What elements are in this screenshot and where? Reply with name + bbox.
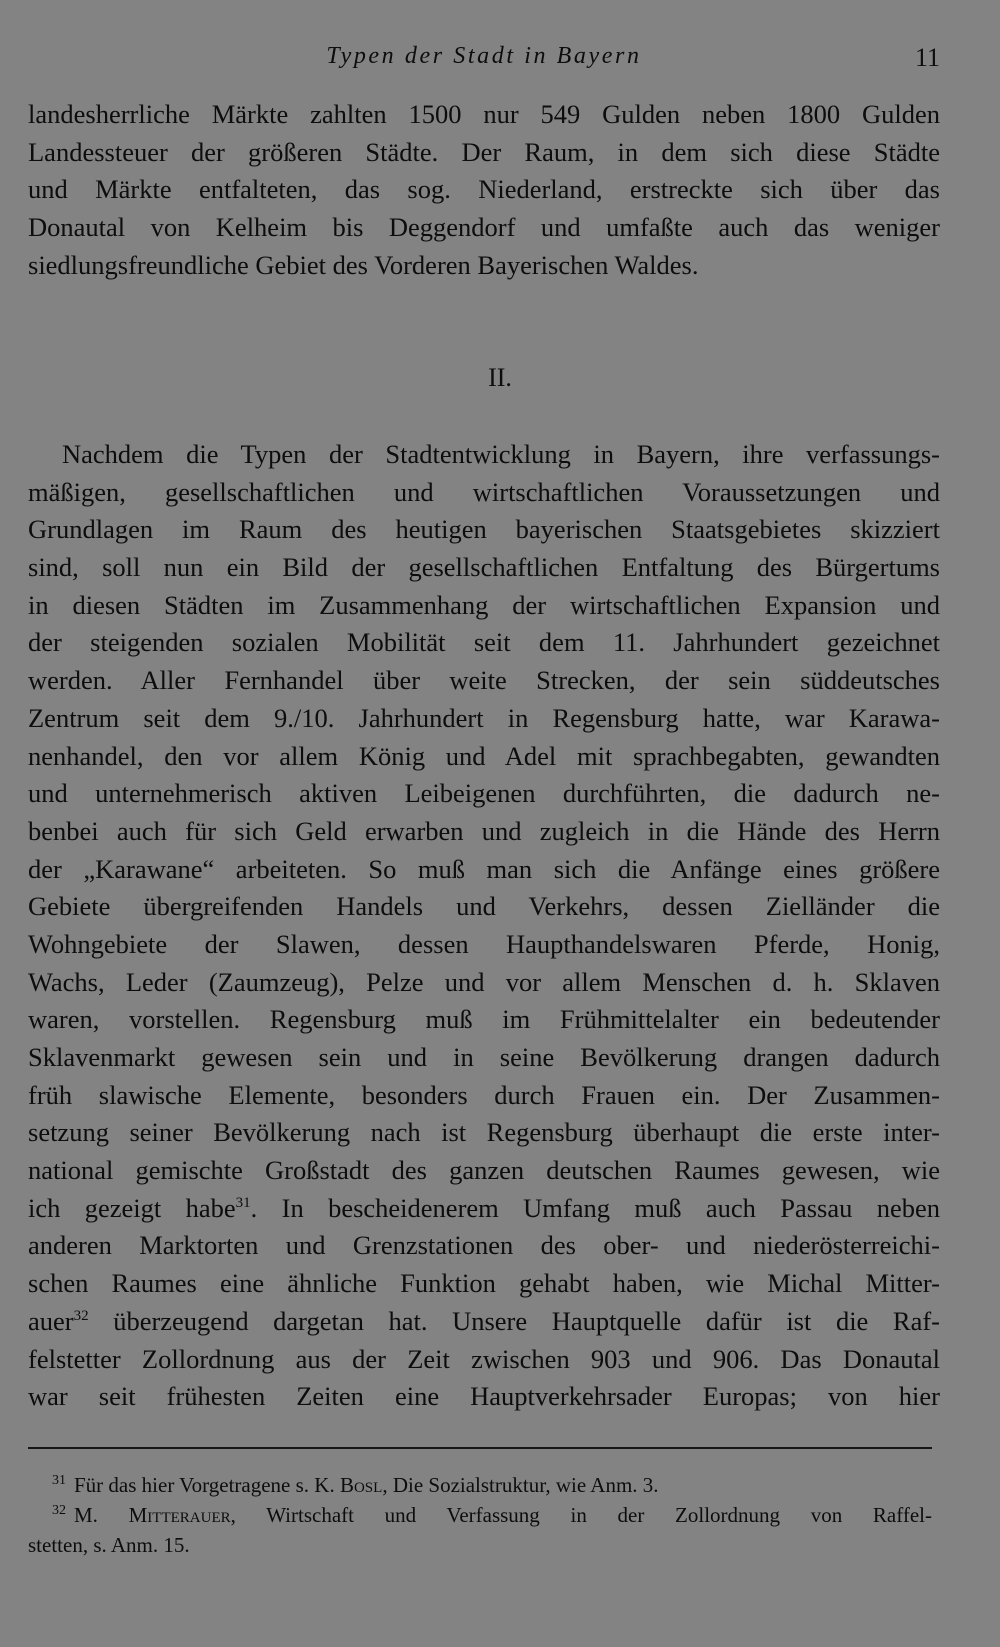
text-line: der „Karawane“ arbeiteten. So muß man sich die Anfänge eines größere bbox=[28, 853, 940, 884]
footnote-32 bbox=[28, 1500, 932, 1530]
footnote-31 bbox=[28, 1470, 932, 1500]
footnote-text: Für das hier Vorgetragene s. K. bbox=[74, 1473, 340, 1497]
text-line: waren, vorstellen. Regensburg muß im Frühmittelalter ein bedeutender bbox=[28, 1004, 940, 1035]
text-line: und unternehmerisch aktiven Leibeigenen durchführten, die dadurch ne- bbox=[28, 778, 940, 809]
text-line: Donautal von Kelheim bis Deggendorf und umfaßte auch das weniger bbox=[28, 212, 940, 243]
text-line-with-footnote-ref bbox=[28, 1303, 940, 1341]
text-line: setzung seiner Bevölkerung nach ist Regensburg überhaupt die erste inter- bbox=[28, 1117, 940, 1148]
text-line: nenhandel, den vor allem König und Adel mit sprachbegabten, gewandten bbox=[28, 740, 940, 771]
text-line: der steigenden sozialen Mobilität seit dem 11. Jahrhundert gezeichnet bbox=[28, 627, 940, 658]
text-line: felstetter Zollordnung aus der Zeit zwischen 903 und 906. Das Donautal bbox=[28, 1343, 940, 1374]
text-fragment: ich gezeigt habe bbox=[28, 1192, 236, 1223]
text-line: in diesen Städten im Zusammenhang der wirtschaftlichen Expansion und bbox=[28, 589, 940, 620]
text-line: landesherrliche Märkte zahlten 1500 nur 549 Gulden neben 1800 Gulden bbox=[28, 99, 940, 129]
footnote-author: Mitterauer bbox=[128, 1503, 231, 1527]
text-line: Nachdem die Typen der Stadtentwicklung in Bayern, ihre verfassungs- bbox=[62, 439, 940, 469]
paragraph-2 bbox=[28, 436, 940, 1416]
text-line: sind, soll nun ein Bild der gesellschaftlichen Entfaltung des Bürgertums bbox=[28, 552, 940, 583]
text-line: Wohngebiete der Slawen, dessen Haupthandelswaren Pferde, Honig, bbox=[28, 928, 940, 959]
text-line: schen Raumes eine ähnliche Funktion gehabt haben, wie Michal Mitter- bbox=[28, 1268, 940, 1299]
text-line: früh slawische Elemente, besonders durch Frauen ein. Der Zusammen- bbox=[28, 1079, 940, 1110]
text-line: Wachs, Leder (Zaumzeug), Pelze und vor allem Menschen d. h. Sklaven bbox=[28, 966, 940, 997]
text-line: werden. Aller Fernhandel über weite Strecken, der sein süddeutsches bbox=[28, 665, 940, 696]
text-line: siedlungsfreundliche Gebiet des Vorderen Bayerischen Waldes. bbox=[28, 249, 699, 280]
running-title: Typen der Stadt in Bayern bbox=[326, 43, 642, 69]
text-fragment: auer bbox=[28, 1305, 74, 1336]
text-line: benbei auch für sich Geld erwarben und zugleich in die Hände des Herrn bbox=[28, 815, 940, 846]
paragraph-1 bbox=[28, 96, 940, 284]
footnote-text: M. bbox=[74, 1503, 129, 1527]
footnote-text: , Wirtschaft und Verfassung in der Zollordnung von Raffel- bbox=[230, 1503, 932, 1527]
running-head bbox=[28, 38, 940, 74]
text-line-with-footnote-ref bbox=[28, 1190, 940, 1228]
footnotes bbox=[28, 1470, 932, 1560]
text-line: war seit frühesten Zeiten eine Hauptverkehrsader Europas; von hier bbox=[28, 1381, 940, 1412]
text-line: mäßigen, gesellschaftlichen und wirtschaftlichen Voraussetzungen und bbox=[28, 476, 940, 507]
text-line: Landessteuer der größeren Städte. Der Raum, in dem sich diese Städte bbox=[28, 136, 940, 167]
text-fragment: . In bescheidenerem Umfang muß auch Passau neben bbox=[250, 1192, 940, 1223]
text-line: national gemischte Großstadt des ganzen deutschen Raumes gewesen, wie bbox=[28, 1155, 940, 1186]
footnote-reference: 32 bbox=[73, 1307, 89, 1324]
footnote-32-continuation: stetten, s. Anm. 15. bbox=[28, 1533, 190, 1557]
text-line: Zentrum seit dem 9./10. Jahrhundert in Regensburg hatte, war Karawa- bbox=[28, 702, 940, 733]
text-line: Sklavenmarkt gewesen sein und in seine Bevölkerung drangen dadurch bbox=[28, 1042, 940, 1072]
footnote-reference: 31 bbox=[235, 1194, 251, 1211]
footnote-divider bbox=[28, 1447, 932, 1449]
footnote-text: , Die Sozialstruktur, wie Anm. 3. bbox=[382, 1473, 659, 1497]
footnote-marker: 32 bbox=[52, 1503, 66, 1518]
footnote-author: Bosl bbox=[339, 1473, 383, 1497]
text-line: Gebiete übergreifenden Handels und Verkehrs, dessen Zielländer die bbox=[28, 891, 940, 922]
page-number: 11 bbox=[914, 43, 940, 72]
text-line: Grundlagen im Raum des heutigen bayerischen Staatsgebietes skizziert bbox=[28, 514, 940, 545]
text-fragment: überzeugend dargetan hat. Unsere Hauptquelle dafür ist die Raf- bbox=[88, 1305, 940, 1336]
footnote-marker: 31 bbox=[52, 1473, 66, 1488]
text-line: und Märkte entfalteten, das sog. Niederland, erstreckte sich über das bbox=[28, 174, 940, 205]
section-heading: II. bbox=[488, 363, 512, 392]
text-line: anderen Marktorten und Grenzstationen des ober- und niederösterreichi- bbox=[28, 1230, 940, 1261]
